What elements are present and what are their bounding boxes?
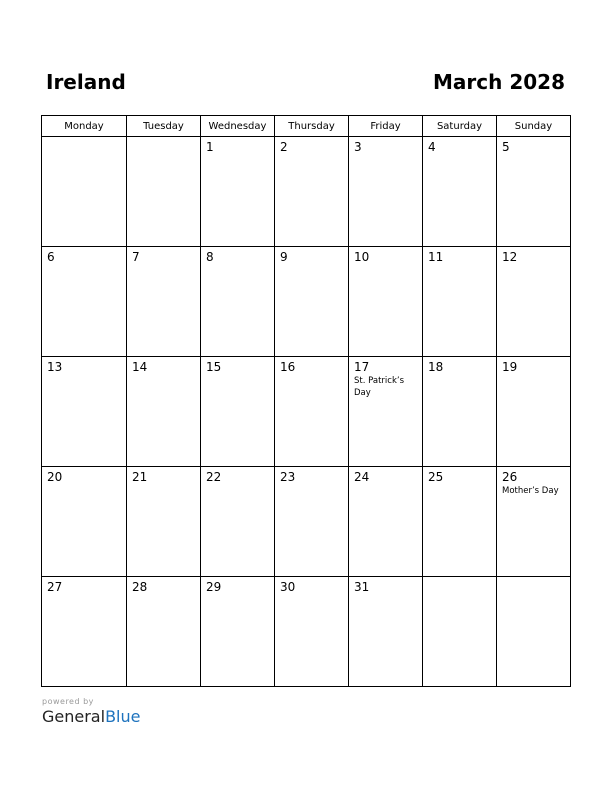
day-number: 26 xyxy=(502,470,518,484)
week-row xyxy=(42,357,571,467)
day-number: 28 xyxy=(132,580,148,594)
country-title: Ireland xyxy=(46,70,126,94)
day-cell xyxy=(42,467,127,577)
holiday-label: Mother’s Day xyxy=(502,486,559,496)
day-number: 21 xyxy=(132,470,148,484)
day-number: 3 xyxy=(354,140,362,154)
day-number: 20 xyxy=(47,470,63,484)
day-number: 1 xyxy=(206,140,214,154)
day-cell xyxy=(127,357,201,467)
day-cell xyxy=(42,357,127,467)
day-cell xyxy=(127,467,201,577)
day-cell xyxy=(275,467,349,577)
day-number: 25 xyxy=(428,470,444,484)
day-cell xyxy=(201,357,275,467)
weekday-header-row xyxy=(42,116,571,137)
day-cell xyxy=(497,357,571,467)
day-number: 29 xyxy=(206,580,222,594)
day-cell xyxy=(42,247,127,357)
day-number: 6 xyxy=(47,250,55,264)
day-number: 22 xyxy=(206,470,222,484)
powered-by-label: powered by xyxy=(42,697,94,706)
day-number: 23 xyxy=(280,470,296,484)
day-cell xyxy=(42,577,127,687)
day-cell xyxy=(127,137,201,247)
day-number: 17 xyxy=(354,360,370,374)
day-cell xyxy=(201,247,275,357)
day-cell xyxy=(42,137,127,247)
day-cell xyxy=(349,247,423,357)
day-number: 18 xyxy=(428,360,444,374)
day-number: 8 xyxy=(206,250,214,264)
brand-general-text: General xyxy=(42,707,106,726)
weekday-header: Thursday xyxy=(275,116,349,137)
day-number: 24 xyxy=(354,470,370,484)
day-number: 2 xyxy=(280,140,288,154)
weekday-header: Friday xyxy=(349,116,423,137)
week-row xyxy=(42,137,571,247)
day-cell xyxy=(275,137,349,247)
day-number: 11 xyxy=(428,250,444,264)
footer-branding xyxy=(42,697,140,726)
day-cell xyxy=(497,467,571,577)
day-number: 4 xyxy=(428,140,436,154)
day-cell xyxy=(201,137,275,247)
day-cell xyxy=(423,467,497,577)
day-number: 14 xyxy=(132,360,148,374)
weekday-header: Sunday xyxy=(497,116,571,137)
day-cell xyxy=(423,247,497,357)
day-number: 27 xyxy=(47,580,63,594)
day-cell xyxy=(127,247,201,357)
day-cell xyxy=(497,577,571,687)
holiday-label: St. Patrick’s Day xyxy=(354,376,404,398)
day-cell xyxy=(497,137,571,247)
day-number: 16 xyxy=(280,360,296,374)
day-number: 31 xyxy=(354,580,370,594)
day-cell xyxy=(349,467,423,577)
day-number: 13 xyxy=(47,360,63,374)
day-cell xyxy=(423,357,497,467)
day-cell xyxy=(349,137,423,247)
brand-blue-text: Blue xyxy=(105,707,141,726)
weekday-header: Tuesday xyxy=(127,116,201,137)
day-cell xyxy=(497,247,571,357)
day-cell xyxy=(423,577,497,687)
day-cell xyxy=(423,137,497,247)
week-row xyxy=(42,467,571,577)
weekday-header: Saturday xyxy=(423,116,497,137)
day-number: 30 xyxy=(280,580,296,594)
day-number: 7 xyxy=(132,250,140,264)
week-row xyxy=(42,247,571,357)
calendar-grid xyxy=(41,115,571,687)
day-number: 5 xyxy=(502,140,510,154)
day-cell xyxy=(275,247,349,357)
day-cell xyxy=(275,577,349,687)
weekday-header: Monday xyxy=(42,116,127,137)
generalblue-logo xyxy=(42,707,140,726)
month-year-title: March 2028 xyxy=(433,70,565,94)
day-cell xyxy=(275,357,349,467)
day-number: 12 xyxy=(502,250,518,264)
day-cell xyxy=(201,577,275,687)
day-number: 10 xyxy=(354,250,370,264)
day-cell xyxy=(349,577,423,687)
week-row xyxy=(42,577,571,687)
day-cell xyxy=(201,467,275,577)
day-number: 9 xyxy=(280,250,288,264)
day-number: 19 xyxy=(502,360,518,374)
day-cell xyxy=(349,357,423,467)
day-number: 15 xyxy=(206,360,222,374)
weekday-header: Wednesday xyxy=(201,116,275,137)
day-cell xyxy=(127,577,201,687)
